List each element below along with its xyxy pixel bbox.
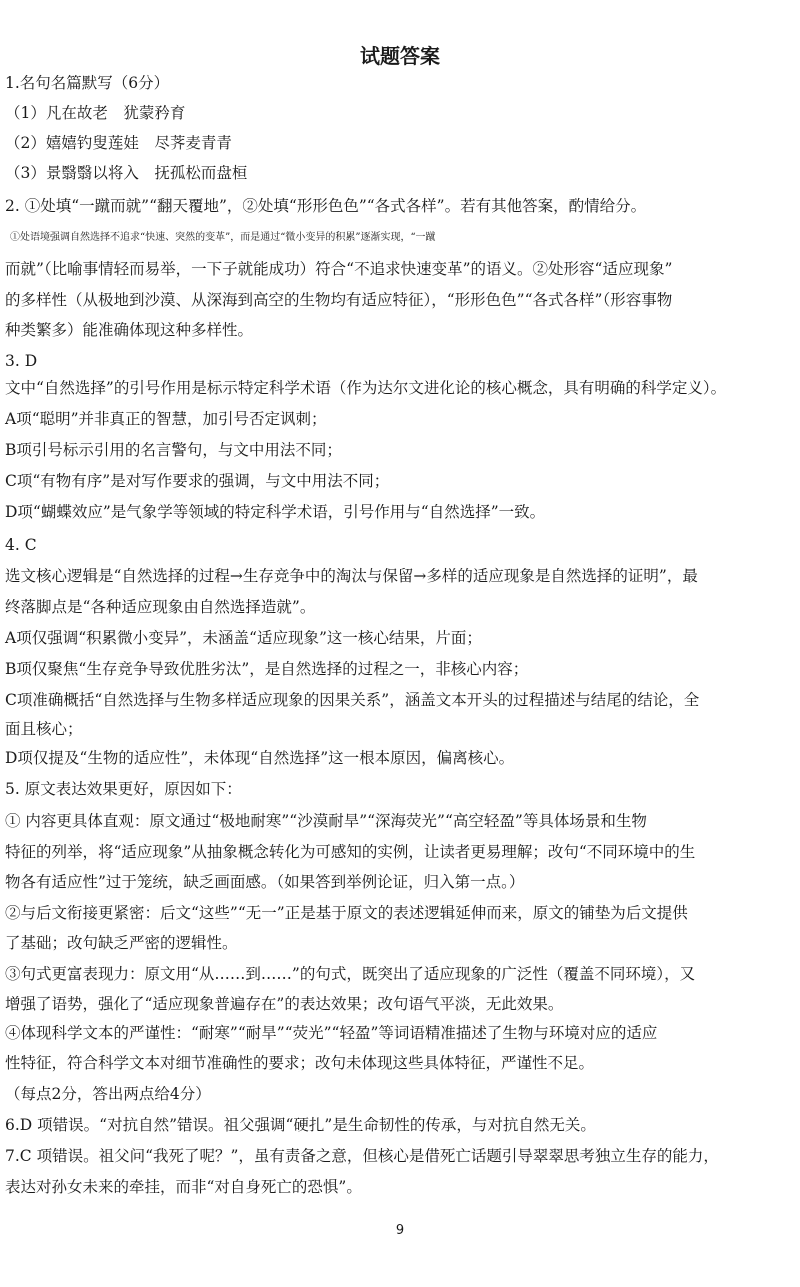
answer-line: 文中“自然选择”的引号作用是标示特定科学术语（作为达尔文进化论的核心概念，具有明确的科学定义）。 <box>5 379 727 397</box>
answer-line: C项准确概括“自然选择与生物多样适应现象的因果关系”，涵盖文本开头的过程描述与结尾的结论，全 <box>5 691 700 709</box>
answer-line: 表达对孙女未来的牵挂，而非“对自身死亡的恐惧”。 <box>5 1178 362 1196</box>
answer-line: 5. 原文表达效果更好，原因如下： <box>5 780 242 798</box>
answer-line: C项“有物有序”是对写作要求的强调，与文中用法不同； <box>5 472 390 490</box>
answer-line: 选文核心逻辑是“自然选择的过程→生存竞争中的淘汰与保留→多样的适应现象是自然选择的证明”，最 <box>5 567 698 585</box>
answer-line: （2）嬉嬉钓叟莲娃 尽荠麦青青 <box>5 134 232 152</box>
answer-line: 7.C 项错误。祖父问“我死了呢？”，虽有责备之意，但核心是借死亡话题引导翠翠思考独立生存的能力， <box>5 1147 719 1165</box>
answer-line: A项“聪明”并非真正的智慧，加引号否定讽刺； <box>5 410 327 428</box>
answer-line: ③句式更富表现力：原文用“从……到……”的句式，既突出了适应现象的广泛性（覆盖不同环境），又 <box>5 965 696 983</box>
answer-line: 增强了语势，强化了“适应现象普遍存在”的表达效果；改句语气平淡，无此效果。 <box>5 995 564 1013</box>
answer-line: A项仅强调“积累微小变异”，未涵盖“适应现象”这一核心结果，片面； <box>5 629 482 647</box>
answer-line: 种类繁多）能准确体现这种多样性。 <box>5 321 254 339</box>
answer-line: （3）景翳翳以将入 抚孤松而盘桓 <box>5 164 248 182</box>
answer-line: ① 内容更具体直观：原文通过“极地耐寒”“沙漠耐旱”“深海荧光”“高空轻盈”等具体场景和生物 <box>5 812 647 830</box>
answer-line: 而就”（比喻事情轻而易举，一下子就能成功）符合“不追求快速变革”的语义。②处形容“适应现象” <box>5 260 673 278</box>
answer-line: 特征的列举，将“适应现象”从抽象概念转化为可感知的实例，让读者更易理解；改句“不同环境中的生 <box>5 843 696 861</box>
answer-line: D项“蝴蝶效应”是气象学等领域的特定科学术语，引号作用与“自然选择”一致。 <box>5 503 546 521</box>
page-number: 9 <box>395 1223 405 1238</box>
answer-line: 了基础；改句缺乏严密的逻辑性。 <box>5 934 238 952</box>
answer-line: （每点2分，答出两点给4分） <box>5 1085 211 1103</box>
answer-line: 性特征，符合科学文本对细节准确性的要求；改句未体现这些具体特征，严谨性不足。 <box>5 1054 595 1072</box>
page-title: 试题答案 <box>360 44 440 68</box>
answer-line: ④体现科学文本的严谨性：“耐寒”“耐旱”“荧光”“轻盈”等词语精准描述了生物与环境对应的适应 <box>5 1024 658 1042</box>
answer-line: 1.名句名篇默写（6分） <box>5 74 170 92</box>
answer-line: ②与后文衔接更紧密：后文“这些”“无一”正是基于原文的表述逻辑延伸而来，原文的铺垫为后文提供 <box>5 904 688 922</box>
answer-line: （1）凡在故老 犹蒙矜育 <box>5 104 186 122</box>
answer-line: 2. ①处填“一蹴而就”“翻天覆地”，②处填“形形色色”“各式各样”。若有其他答案，酌情给分。 <box>5 197 647 215</box>
answer-line: B项仅聚焦“生存竞争导致优胜劣汰”，是自然选择的过程之一，非核心内容； <box>5 660 529 678</box>
answer-line: 面且核心； <box>5 720 83 738</box>
answer-line: ①处语境强调自然选择不追求“快速、突然的变革”，而是通过“微小变异的积累”逐渐实现，“一蹴 <box>10 232 436 243</box>
answer-line: 3. D <box>5 352 38 370</box>
answer-line: 终落脚点是“各种适应现象由自然选择造就”。 <box>5 598 316 616</box>
answer-line: B项引号标示引用的名言警句，与文中用法不同； <box>5 441 342 459</box>
answer-line: D项仅提及“生物的适应性”，未体现“自然选择”这一根本原因，偏离核心。 <box>5 749 515 767</box>
answer-line: 物各有适应性”过于笼统，缺乏画面感。（如果答到举例论证，归入第一点。） <box>5 873 525 891</box>
answer-line: 的多样性（从极地到沙漠、从深海到高空的生物均有适应特征），“形形色色”“各式各样”（形容事物 <box>5 291 673 309</box>
answer-line: 4. C <box>5 536 37 554</box>
answer-line: 6.D 项错误。“对抗自然”错误。祖父强调“硬扎”是生命韧性的传承，与对抗自然无关。 <box>5 1116 596 1134</box>
